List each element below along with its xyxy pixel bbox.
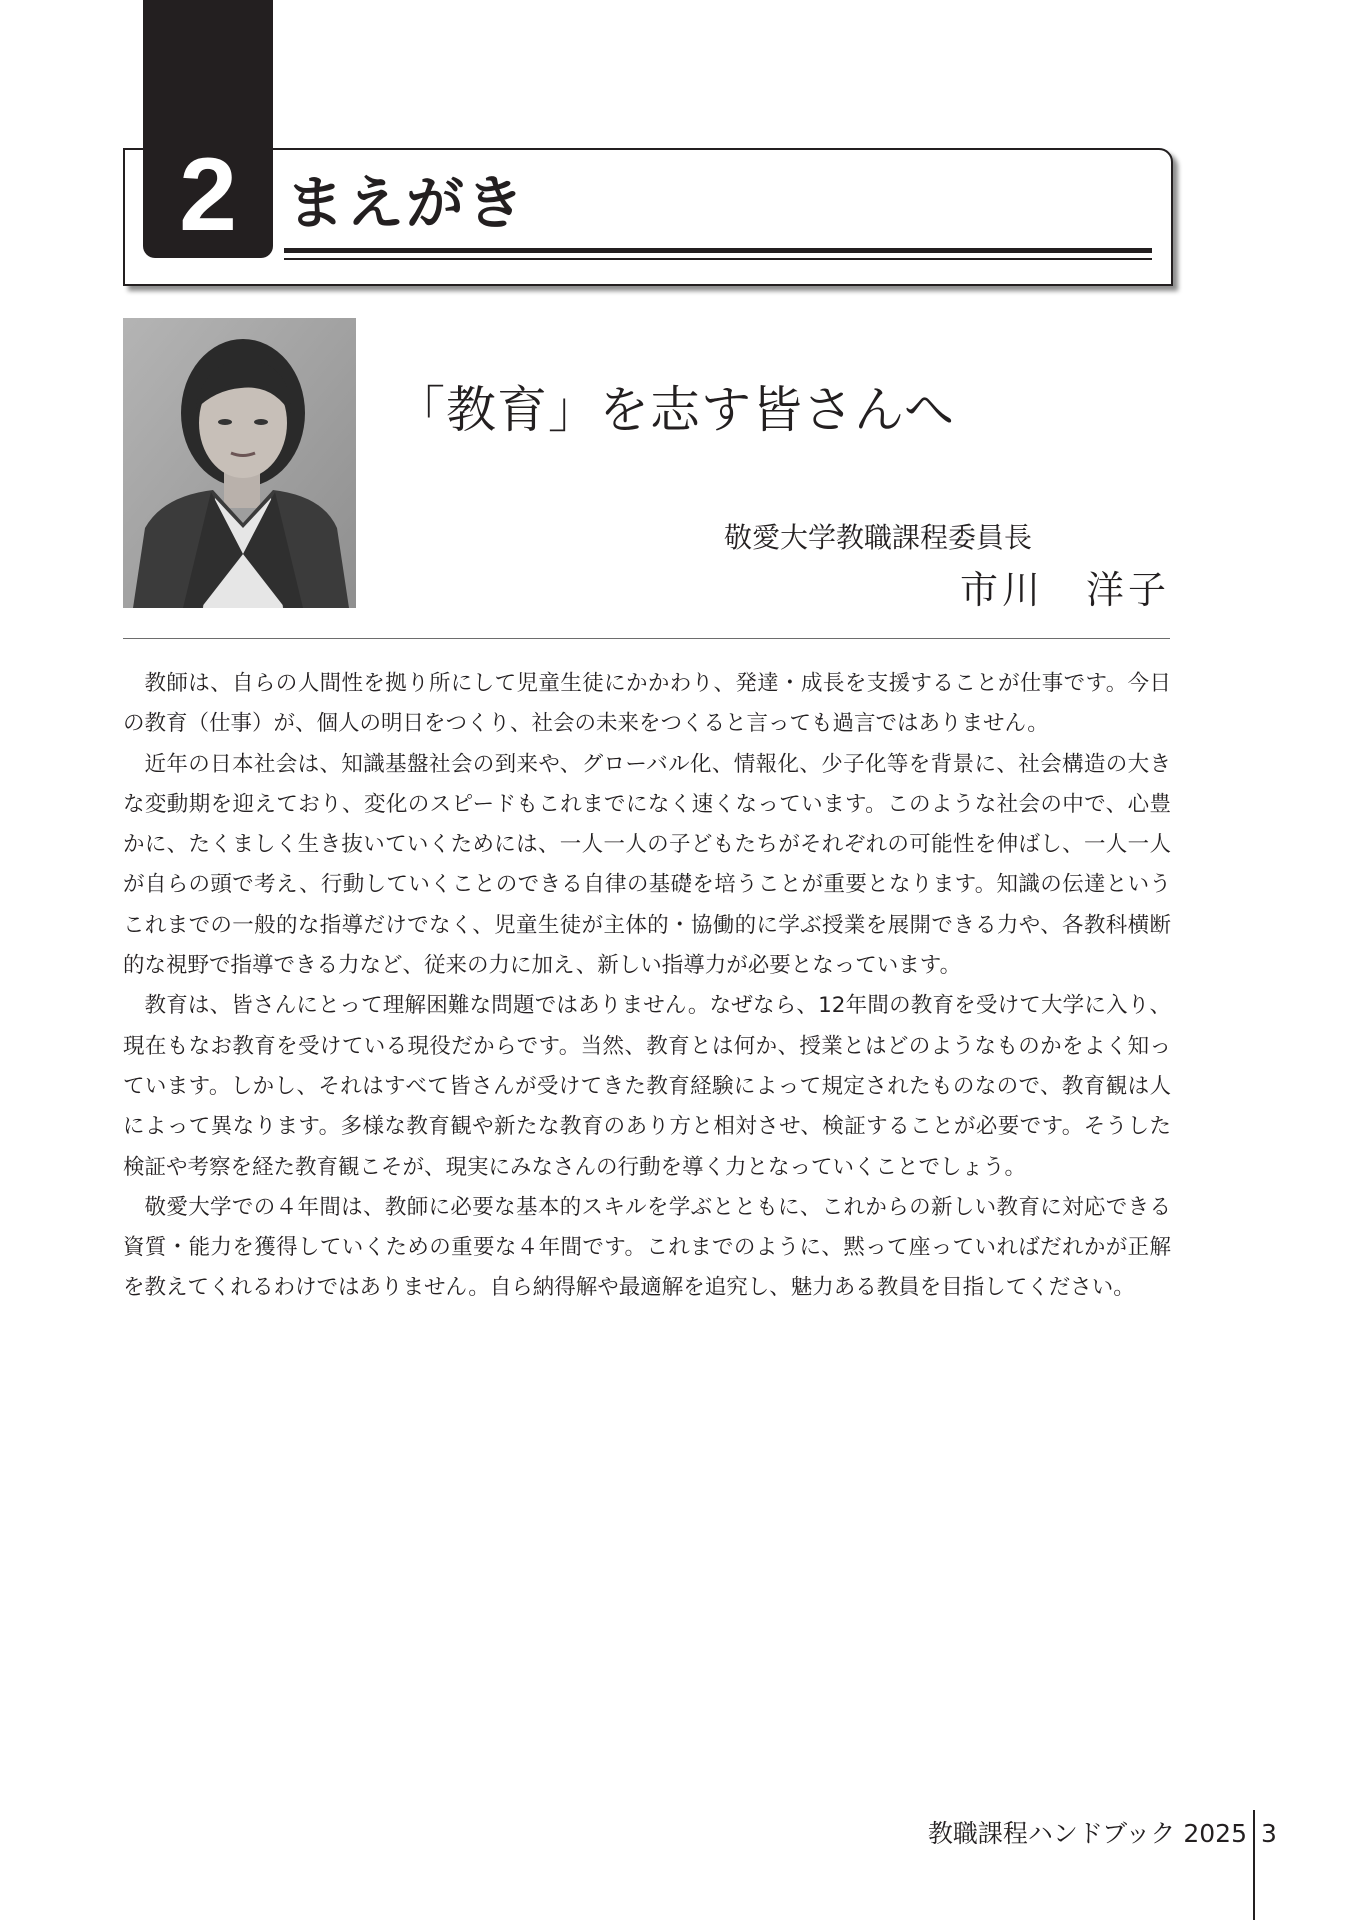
body-paragraph: 敬愛大学での４年間は、教師に必要な基本的スキルを学ぶとともに、これからの新しい教育に対応できる資質・能力を獲得していくための重要な４年間です。これまでのように、黙って座っていればだれかが正解を教えてくれるわけではありません。自ら納得解や最適解を追究し、魅力ある教員を目指してください。 (123, 1194, 1171, 1301)
body-paragraph: 教師は、自らの人間性を拠り所にして児童生徒にかかわり、発達・成長を支援することが仕事です。今日の教育（仕事）が、個人の明日をつくり、社会の未来をつくると言っても過言ではありません。 (123, 671, 1171, 737)
body-paragraph: 近年の日本社会は、知識基盤社会の到来や、グローバル化、情報化、少子化等を背景に、社会構造の大きな変動期を迎えており、変化のスピードもこれまでになく速くなっています。このような社会の中で、心豊かに、たくましく生き抜いていくためには、一人一人の子どもたちがそれぞれの可能性を伸ばし、一人一人が自らの頭で考え、行動していくことのできる自律の基礎を培うことが重要となります。知識の伝達というこれまでの一般的な指導だけでなく、児童生徒が主体的・協働的に学ぶ授業を展開できる力や、各教科横断的な視野で指導できる力など、従来の力に加え、新しい指導力が必要となっています。 (123, 751, 1171, 979)
footer-divider (1253, 1810, 1255, 1920)
chapter-title: まえがき (286, 169, 527, 237)
chapter-number: 2 (179, 137, 237, 253)
section-divider (123, 638, 1170, 639)
footer-book-title: 教職課程ハンドブック 2025 (927, 1819, 1247, 1848)
chapter-header-frame (123, 148, 1173, 286)
chapter-title-underline-thick (284, 248, 1152, 253)
author-portrait-photo (123, 318, 356, 608)
article-title: 「教育」を志す皆さんへ (395, 381, 955, 439)
body-paragraph: 教育は、皆さんにとって理解困難な問題ではありません。なぜなら、12年間の教育を受けて大学に入り、現在もなお教育を受けている現役だからです。当然、教育とは何か、授業とはどのようなものかをよく知っています。しかし、それはすべて皆さんが受けてきた教育経験によって規定されたものなので、教育観は人によって異なります。多様な教育観や新たな教育のあり方と相対させ、検証することが必要です。そうした検証や考察を経た教育観こそが、現実にみなさんの行動を導く力となっていくことでしょう。 (123, 993, 1171, 1180)
page-number: 3 (1261, 1819, 1277, 1848)
body-text (123, 664, 1171, 1309)
author-name: 市川 洋子 (959, 568, 1170, 612)
author-affiliation: 敬愛大学教職課程委員長 (724, 521, 1033, 554)
chapter-title-underline-thin (284, 258, 1152, 260)
